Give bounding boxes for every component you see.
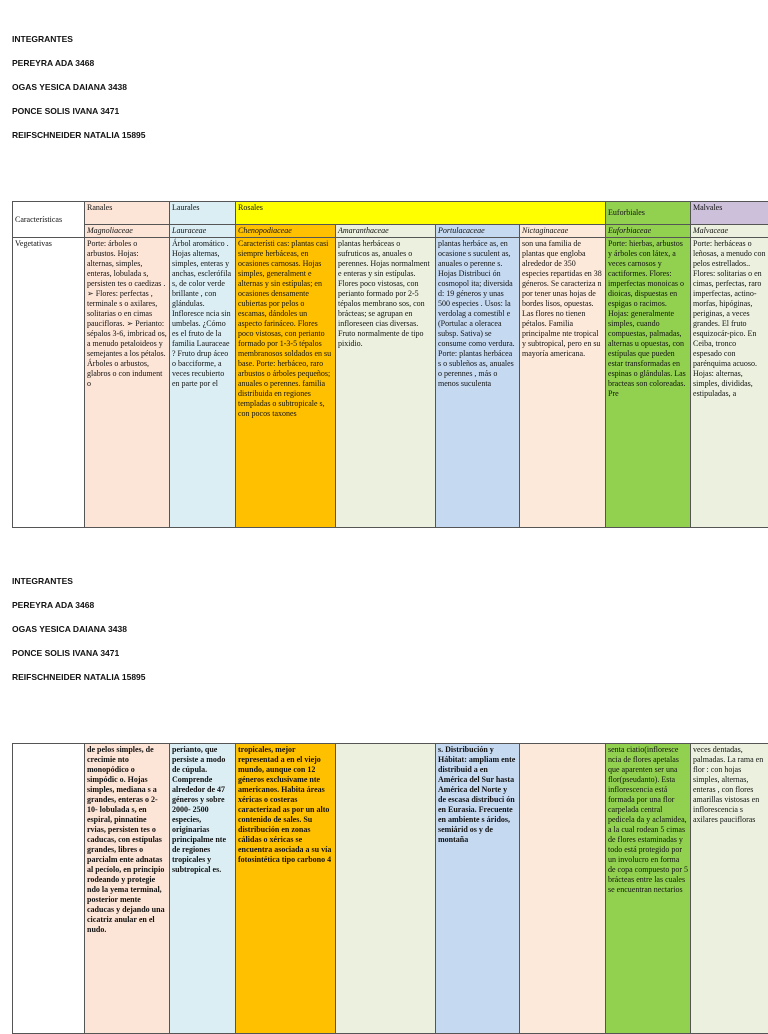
cell-lauraceae: Árbol aromático . Hojas alternas, simples, enteras y anchas, esclerófila s, de color verde brillante , con glándulas. Infloresce ncia sin umbelas. ¿Cómo es el fruto de la familia Lauraceae ? Fruto drup áceo o bacciforme, a veces recubierto en parte por el [170, 238, 236, 528]
member-name: OGAS YESICA DAIANA 3438 [12, 624, 127, 634]
member-name: PONCE SOLIS IVANA 3471 [12, 648, 119, 658]
order-ranales: Ranales [85, 202, 170, 225]
order-malvales: Malvales [691, 202, 768, 225]
cell-magnoliaceae: Porte: árboles o arbustos. Hojas: alternas, simples, enteras, lobulada s, persisten tes o caedizas . ➢ Flores: perfectas , terminale s o axilares, solitarias o en cimas paucifloras. ➢ Perianto: sépalos 3-6, imbricad os, a menudo petaloideos y semejantes a los pétalos. Árboles o arbustos, glabros o con indument o [85, 238, 170, 528]
integrantes-heading: INTEGRANTES [12, 34, 73, 44]
cell-amaranthaceae: plantas herbáceas o sufruticos as, anuales o perennes. Hojas normalment e enteras y sin estípulas. Flores poco vistosas, con perianto formado por 2-5 tépalos membrano sos, con brácteas; se agrupan en infloreseen cias diversas. Fruto normalmente de tipo pixidio. [336, 238, 436, 528]
cell-malvaceae: Porte: herbáceas o leñosas, a menudo con pelos estrellados.. Flores: solitarias o en cimas, perfectas, raro imperfectas, actino-morfas, hipóginas, periginas, a veces grandes. El fruto esquizocár-pico. En Ceiba, tronco espesado con parénquima acuoso. Hojas: alternas, simples, divididas, estipuladas, a [691, 238, 768, 528]
cell-magnoliaceae: de pelos simples, de crecimie nto monopódico o simpódic o. Hojas simples, mediana s a grandes, enteras o 2-10- lobulada s, en espiral, pinnatine rvias, persisten tes o caducas, con estípulas grandes, libres o parcialm ente adnatas al pecíolo, en principio rodeando y protegie ndo la yema terminal, posterior mente caducas y dejando una cicatriz anular en el nudo. [85, 744, 170, 1034]
family-lauraceae: Lauraceae [170, 225, 236, 238]
order-euforbiales: Euforbiales [606, 202, 691, 225]
characteristics-table [12, 201, 768, 528]
member-name: OGAS YESICA DAIANA 3438 [12, 82, 127, 92]
order-laurales: Laurales [170, 202, 236, 225]
family-amaranthaceae: Amaranthaceae [336, 225, 436, 238]
family-chenopodiaceae: Chenopodiaceae [236, 225, 336, 238]
cell-chenopodiaceae: Característi cas: plantas casi siempre herbáceas, en ocasiones carnosas. Hojas simples, generalment e alternas y sin estípulas; en ocasiones densamente cubiertas por pelos o escamas, dándoles un aspecto farináceo. Flores poco vistosas, con perianto formado por 1-3-5 tépalos membranosos soldados en su base. Porte: herbáceo, raro arbustos o árboles pequeños; anuales o perennes. familia distribuida en regiones templadas o subtropicale s, con pocos taxones [236, 238, 336, 528]
cell-portulacaceae: s. Distribución y Hábitat: ampliam ente distribuid a en América del Sur hasta América del Norte y de escasa distribuci ón en Eurasia. Frecuente en ambiente s áridos, semiárid os y de montaña [436, 744, 520, 1034]
integrantes-block-bottom [12, 572, 312, 682]
cell-euforbiaceae: senta ciatio(infloresce ncia de flores apetalas que aparenten ser una flor(pseudanto). Esta inflorescencia está formada por una flor carpelada central pedicela da y aclamidea, a la cual rodean 5 cimas de flores estaminadas y todo está protegido por un involucro en forma de copa compuesto por 5 brácteas entre las cuales se encuentran nectarios [606, 744, 691, 1034]
cell-row-label [13, 744, 85, 1034]
family-malvaceae: Malvaceae [691, 225, 768, 238]
member-name: PEREYRA ADA 3468 [12, 58, 94, 68]
integrantes-heading: INTEGRANTES [12, 576, 73, 586]
integrantes-block-top [12, 30, 312, 140]
member-name: PONCE SOLIS IVANA 3471 [12, 106, 119, 116]
cell-nictaginaceae [520, 744, 606, 1034]
cell-portulacaceae: plantas herbáce as, en ocasione s suculent as, anuales o perenne s. Hojas Distribuci ón cosmopol ita; diversida d: 19 géneros y unas 500 especies . Usos: la verdolag a comestibl e (Portulac a oleracea subsp. Sativa) se consume como verdura. Porte: plantas herbácea s o subleños as, anuales o perennes , más o menos suculenta [436, 238, 520, 528]
family-euforbiaceae: Euforbiaceae [606, 225, 691, 238]
member-name: PEREYRA ADA 3468 [12, 600, 94, 610]
member-name: REIFSCHNEIDER NATALIA 15895 [12, 672, 146, 682]
member-name: REIFSCHNEIDER NATALIA 15895 [12, 130, 146, 140]
family-magnoliaceae: Magnoliaceae [85, 225, 170, 238]
cell-amaranthaceae [336, 744, 436, 1034]
characteristics-table-continued [12, 743, 768, 1034]
family-portulacaceae: Portulacaceae [436, 225, 520, 238]
row-label-vegetativas: Vegetativas [13, 238, 85, 528]
cell-chenopodiaceae: tropicales, mejor representad a en el viejo mundo, aunque con 12 géneros exclusivame nte americanos. Habita áreas xéricas o costeras caracterizad as por un alto contenido de sales. Su distribución en zonas cálidas o xéricas se encuentra asociada a su vía fotosintética tipo carbono 4 [236, 744, 336, 1034]
cell-malvaceae: veces dentadas, palmadas. La rama en flor : con hojas simples, alternas, enteras , con flores amarillas vistosas en inflorescencia s axilares paucifloras [691, 744, 768, 1034]
cell-euforbiaceae: Porte: hierbas, arbustos y árboles con látex, a veces carnosos y cactiformes. Flores: imperfectas monoicas o dioicas, dispuestas en espigas o racimos. Hojas: generalmente simples, cuando compuestas, palmadas, alternas u opuestas, con estípulas que pueden estar transformadas en espinas o glándulas. Las bracteas son coloreadas. Pre [606, 238, 691, 528]
cell-lauraceae: perianto, que persiste a modo de cúpula. Comprende alrededor de 47 géneros y sobre 2000- 2500 especies, originarias principalme nte de regiones tropicales y subtropical es. [170, 744, 236, 1034]
cell-nictaginaceae: son una familia de plantas que engloba alrededor de 350 especies repartidas en 38 géneros. Se caracteriza n por tener unas hojas de bordes lisos, opuestas. Las flores no tienen pétalos. Familia principalme nte tropical y subtropical, pero en su mayoría americana. [520, 238, 606, 528]
order-rosales: Rosales [236, 202, 606, 225]
header-characteristics: Características [13, 202, 85, 238]
family-nictaginaceae: Nictaginaceae [520, 225, 606, 238]
